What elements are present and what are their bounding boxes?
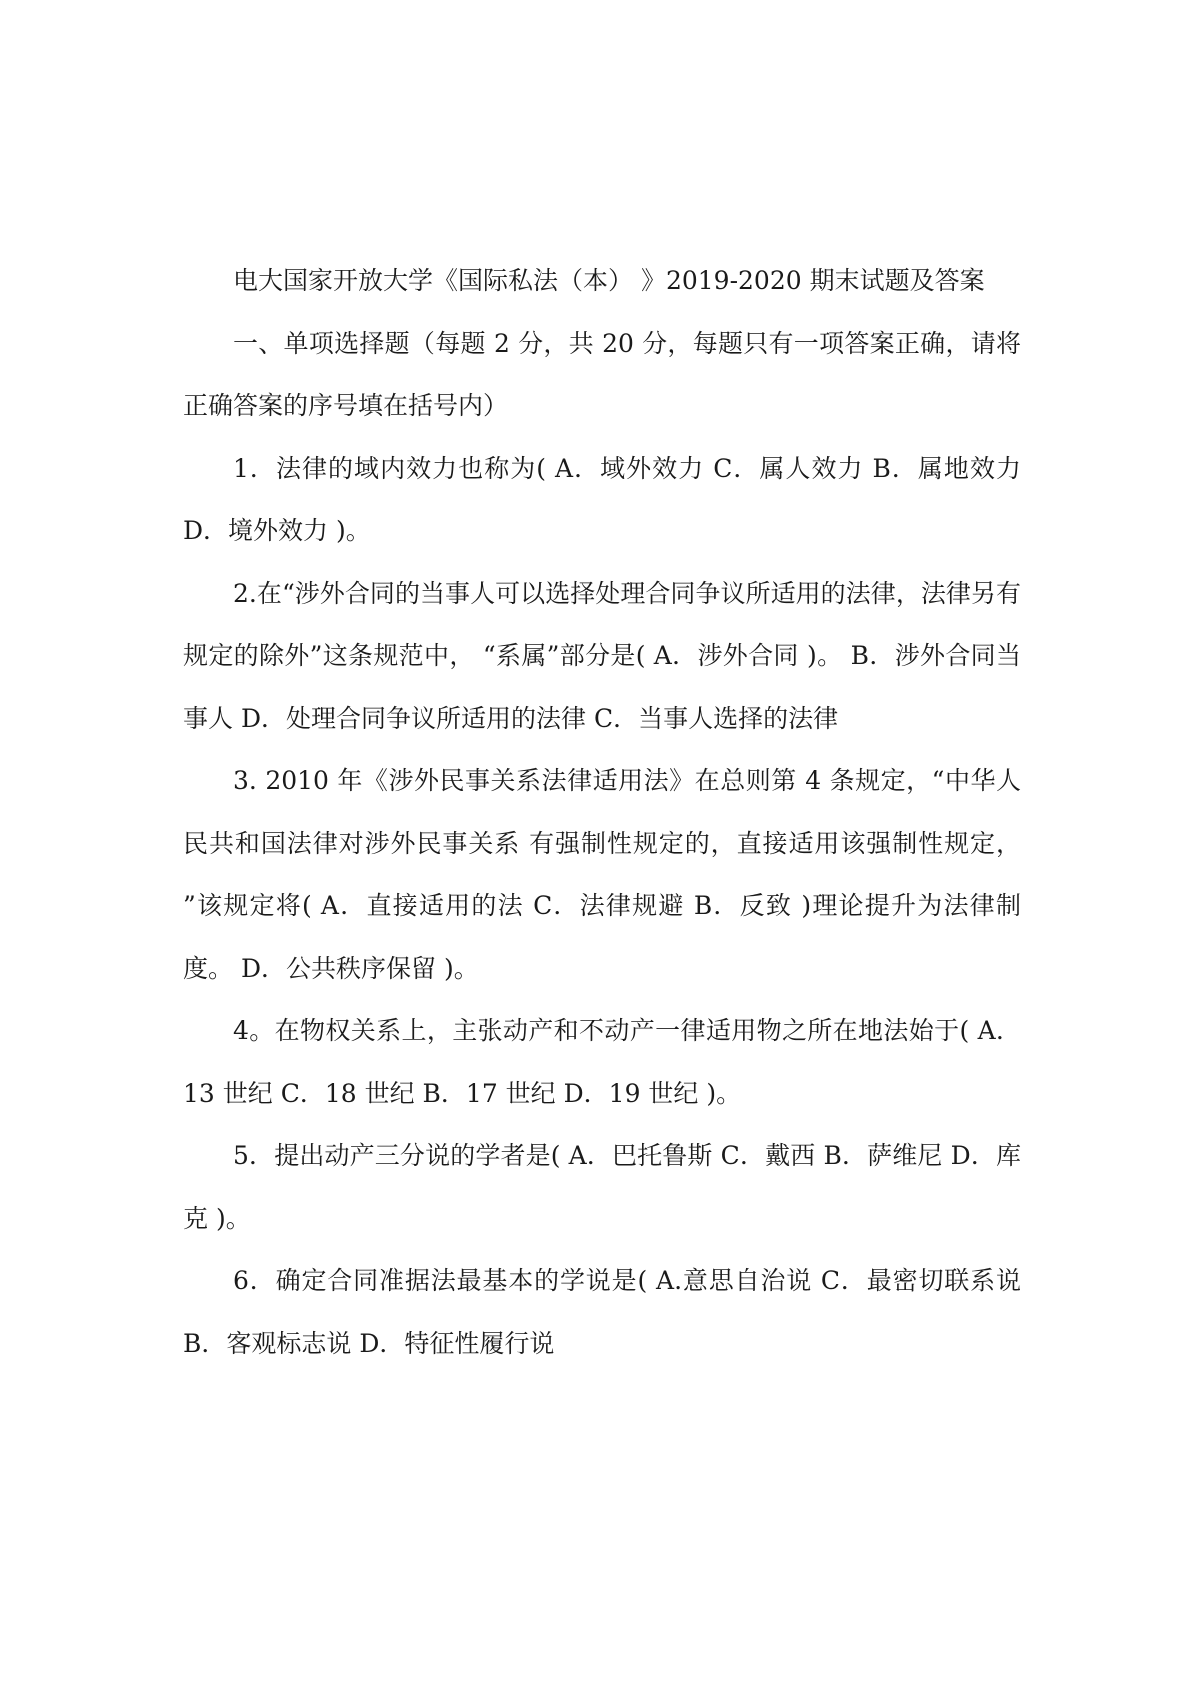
section-heading: 一、单项选择题（每题 2 分，共 20 分，每题只有一项答案正确，请将正确答案的序号填在括号内） xyxy=(183,328,1021,420)
document-body xyxy=(183,250,1021,1375)
document-title: 电大国家开放大学《国际私法（本） 》2019-2020 期末试题及答案 xyxy=(233,266,985,295)
question-5: 5．提出动产三分说的学者是( A．巴托鲁斯 C．戴西 B．萨维尼 D．库克 )。 xyxy=(183,1141,1022,1233)
question-3: 3. 2010 年《涉外民事关系法律适用法》在总则第 4 条规定，“中华人民共和国法律对涉外民事关系 有强制性规定的，直接适用该强制性规定， ”该规定将( A．直接适用的法 C．法律规避 B．反致 )理论提升为法律制度。 D．公共秩序保留 )。 xyxy=(183,766,1021,983)
question-1: 1．法律的域内效力也称为( A．域外效力 C．属人效力 B．属地效力 D．境外效力 )。 xyxy=(183,453,1021,545)
question-4: 4。在物权关系上，主张动产和不动产一律适用物之所在地法始于( A．13 世纪 C．18 世纪 B．17 世纪 D．19 世纪 )。 xyxy=(183,1016,1021,1108)
question-2: 2.在“涉外合同的当事人可以选择处理合同争议所适用的法律，法律另有规定的除外”这条规范中， “系属”部分是( A．涉外合同 )。 B．涉外合同当事人 D．处理合同争议所适用的法律 C．当事人选择的法律 xyxy=(183,578,1021,733)
question-6: 6．确定合同准据法最基本的学说是( A.意思自治说 C．最密切联系说 B．客观标志说 D．特征性履行说 xyxy=(183,1266,1021,1358)
